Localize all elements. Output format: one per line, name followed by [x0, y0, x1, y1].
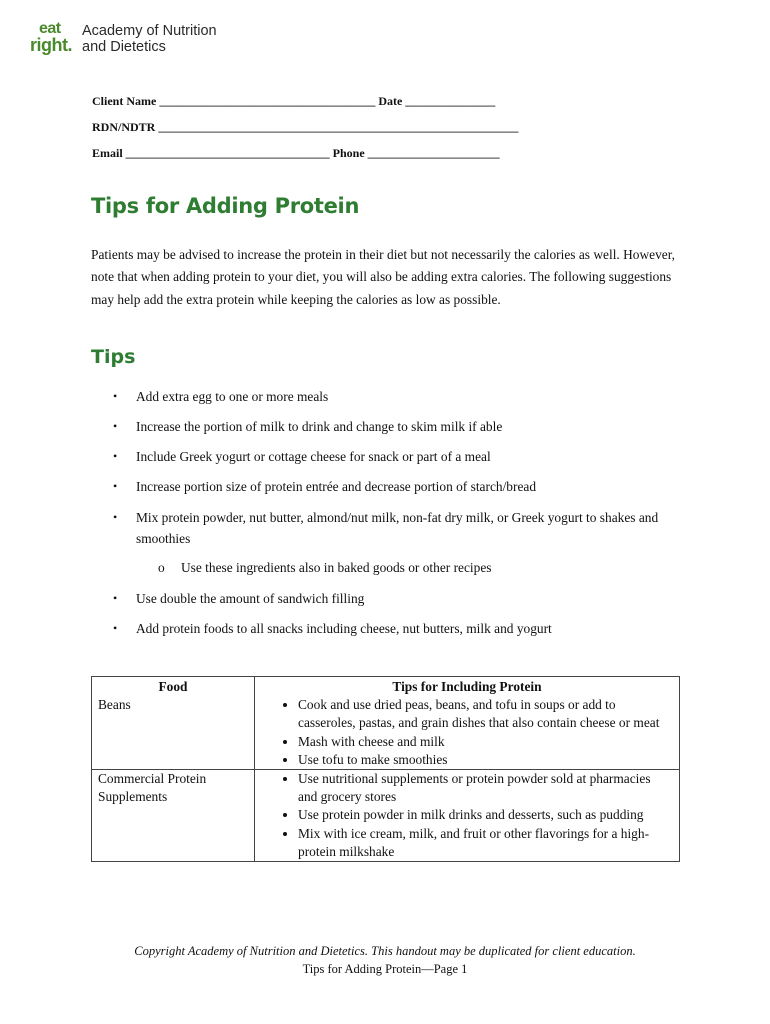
eatright-logo-mark [30, 22, 80, 58]
rdn-ndtr-field[interactable]: RDN/NDTR ____________________________________________________________ [92, 120, 519, 134]
bullet-icon: • [113, 591, 118, 605]
tip-item: • Mix protein powder, nut butter, almond/nut milk, non-fat dry milk, or Greek yogurt to shakes and smoothies [136, 507, 676, 549]
bullet-icon: • [113, 389, 118, 403]
logo-line-1: Academy of Nutrition [82, 23, 217, 39]
bullet-icon: • [113, 419, 118, 433]
sub-bullet-icon: o [158, 560, 165, 575]
list-item: • Use protein powder in milk drinks and desserts, such as pudding [298, 806, 673, 824]
tips-cell [255, 696, 680, 769]
logo-line-2: and Dietetics [82, 39, 166, 55]
list-item: • Mix with ice cream, milk, and fruit or other flavorings for a high-protein milkshake [298, 825, 673, 861]
list-item: • Use nutritional supplements or protein powder sold at pharmacies and grocery stores [298, 770, 673, 806]
tip-item: • Add extra egg to one or more meals [136, 386, 676, 407]
page-footer: Tips for Adding Protein—Page 1 [302, 962, 468, 976]
tip-item: • Increase portion size of protein entrée and decrease portion of starch/bread [136, 476, 676, 497]
list-item: • Use tofu to make smoothies [298, 751, 673, 769]
table-header-food: Food [92, 677, 255, 697]
tip-item: • Use double the amount of sandwich filling [136, 588, 676, 609]
email-phone-field[interactable]: Email __________________________________ Phone ______________________ [92, 146, 500, 160]
logo-mark-top: eat [39, 20, 61, 37]
table-header-row [92, 677, 680, 697]
tip-item: • Increase the portion of milk to drink and change to skim milk if able [136, 416, 676, 437]
tips-cell [255, 770, 680, 862]
bullet-icon: • [113, 479, 118, 493]
tip-item: • Include Greek yogurt or cottage cheese for snack or part of a meal [136, 446, 676, 467]
tips-heading: Tips [91, 346, 136, 368]
table-row [92, 696, 680, 769]
logo-mark-bottom: right. [30, 35, 72, 55]
food-cell: Commercial Protein Supplements [92, 770, 255, 862]
bullet-icon: • [113, 510, 118, 524]
intro-paragraph: Patients may be advised to increase the protein in their diet but not necessarily the calories as well. However, note that when adding protein to your diet, you will also be adding extra calories. The following suggestions may help add the extra protein while keeping the calories as low as possible. [91, 247, 676, 307]
food-cell: Beans [92, 696, 255, 769]
table-header-tips: Tips for Including Protein [255, 677, 680, 697]
table-row [92, 770, 680, 862]
list-item: • Mash with cheese and milk [298, 733, 673, 751]
bullet-icon: • [113, 449, 118, 463]
logo-text [82, 23, 217, 55]
copyright-notice: Copyright Academy of Nutrition and Dietetics. This handout may be duplicated for client education. [134, 944, 636, 958]
client-name-date-field[interactable]: Client Name ____________________________________ Date _______________ [92, 94, 496, 108]
bullet-icon: • [113, 621, 118, 635]
tip-item: • Add protein foods to all snacks including cheese, nut butters, milk and yogurt [136, 618, 676, 639]
academy-logo [30, 20, 230, 60]
protein-tips-table [91, 676, 680, 862]
page-title: Tips for Adding Protein [91, 194, 360, 218]
sub-tip-item: o Use these ingredients also in baked goods or other recipes [181, 557, 681, 578]
list-item: • Cook and use dried peas, beans, and tofu in soups or add to casseroles, pastas, and grain dishes that also contain cheese or meat [298, 696, 673, 732]
